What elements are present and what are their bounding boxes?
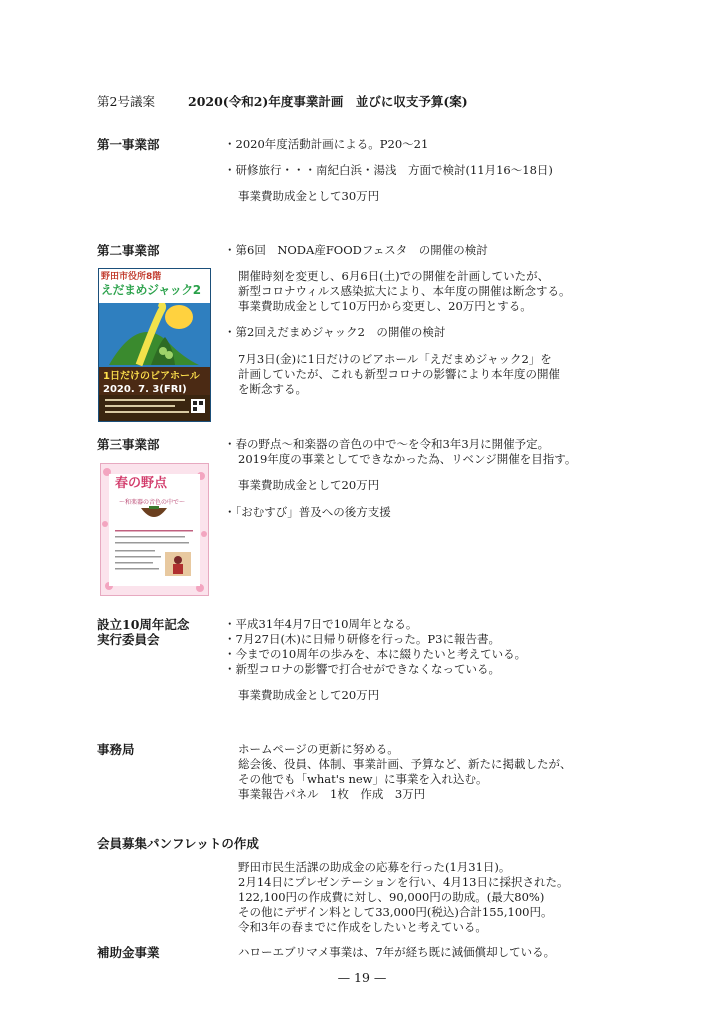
pamphlet-line: 野田市民生活課の助成金の応募を行った(1月31日)。 <box>238 860 511 874</box>
anniversary-label-line1: 設立10周年記念 <box>97 617 190 632</box>
dept2-line: 事業費助成金として10万円から変更し、20万円とする。 <box>238 299 532 313</box>
office-label: 事務局 <box>97 742 135 757</box>
dept3-line: 2019年度の事業としてできなかった為、リベンジ開催を目指す。 <box>238 452 577 466</box>
dept3-line: 事業費助成金として20万円 <box>238 478 380 492</box>
edamame-jack-poster <box>98 268 211 422</box>
anniversary-line: ・7月27日(木)に日帰り研修を行った。P3に報告書。 <box>224 632 500 646</box>
poster-title-text: えだまめジャック2 <box>101 283 201 297</box>
spring-nodate-poster <box>100 463 209 596</box>
subsidy-line: ハローエブリマメ事業は、7年が経ち既に減価償却している。 <box>238 945 556 959</box>
poster-info-lines <box>99 395 210 421</box>
pamphlet-line: その他にデザイン料として33,000円(税込)合計155,100円。 <box>238 905 553 919</box>
anniversary-line: ・今までの10周年の歩みを、本に綴りたいと考えている。 <box>224 647 527 661</box>
poster-beerhall-text: 1日だけのビアホール <box>103 371 200 382</box>
dept2-line: 新型コロナウィルス感染拡大により、本年度の開催は断念する。 <box>238 284 571 298</box>
office-line: その他でも「what's new」に事業を入れ込む。 <box>238 772 488 786</box>
dept2-line: ・第6回 NODA産FOODフェスタ の開催の検討 <box>224 243 488 257</box>
pamphlet-label: 会員募集パンフレットの作成 <box>97 836 259 851</box>
poster-title-text: 春の野点 <box>115 476 168 491</box>
pamphlet-line: 2月14日にプレゼンテーションを行い、4月13日に採択された。 <box>238 875 569 889</box>
dept1-line: ・2020年度活動計画による。P20～21 <box>224 137 429 151</box>
dept3-line: ・春の野点～和楽器の音色の中で～を令和3年3月に開催予定。 <box>224 437 550 451</box>
dept2-line: 計画していたが、これも新型コロナの影響により本年度の開催 <box>238 367 560 381</box>
anniversary-label-line2: 実行委員会 <box>97 632 160 647</box>
pamphlet-line: 122,100円の作成費に対し、90,000円の助成。(最大80%) <box>238 890 545 904</box>
page-number: — 19 — <box>337 970 387 985</box>
office-line: 総会後、役員、体制、事業計画、予算など、新たに掲載したが、 <box>238 757 572 771</box>
poster-subtitle-text: ～和楽器の音色の中で～ <box>119 499 186 506</box>
tea-bowl-illustration <box>101 464 208 595</box>
dept2-line: 7月3日(金)に1日だけのビアホール「えだまめジャック2」を <box>238 352 552 366</box>
edamame-illustration <box>99 303 210 367</box>
dept2-line: ・第2回えだまめジャック2 の開催の検討 <box>224 325 446 339</box>
poster-date-text: 2020. 7. 3(FRI) <box>103 384 187 395</box>
dept1-label: 第一事業部 <box>97 137 160 152</box>
anniversary-line: ・平成31年4月7日で10周年となる。 <box>224 617 418 631</box>
subsidy-label: 補助金事業 <box>97 945 160 960</box>
dept2-line: を断念する。 <box>238 382 307 396</box>
dept3-line: ・「おむすび」普及への後方支援 <box>224 505 391 519</box>
dept1-line: 事業費助成金として30万円 <box>238 189 380 203</box>
agenda-number: 第2号議案 <box>97 94 155 109</box>
dept2-label: 第二事業部 <box>97 243 160 258</box>
page-title: 2020(令和2)年度事業計画 並びに収支予算(案) <box>188 94 468 109</box>
poster-venue-text: 野田市役所8階 <box>101 272 162 282</box>
poster-footer-band <box>99 395 210 421</box>
dept1-line: ・研修旅行・・・南紀白浜・湯浅 方面で検討(11月16～18日) <box>224 163 553 177</box>
pamphlet-line: 令和3年の春までに作成をしたいと考えている。 <box>238 920 487 934</box>
office-line: ホームページの更新に努める。 <box>238 742 399 756</box>
anniversary-line: 事業費助成金として20万円 <box>238 688 380 702</box>
office-line: 事業報告パネル 1枚 作成 3万円 <box>238 787 426 801</box>
anniversary-line: ・新型コロナの影響で打合せができなくなっている。 <box>224 662 500 676</box>
dept3-label: 第三事業部 <box>97 437 160 452</box>
dept2-line: 開催時刻を変更し、6月6日(土)での開催を計画していたが、 <box>238 269 550 283</box>
